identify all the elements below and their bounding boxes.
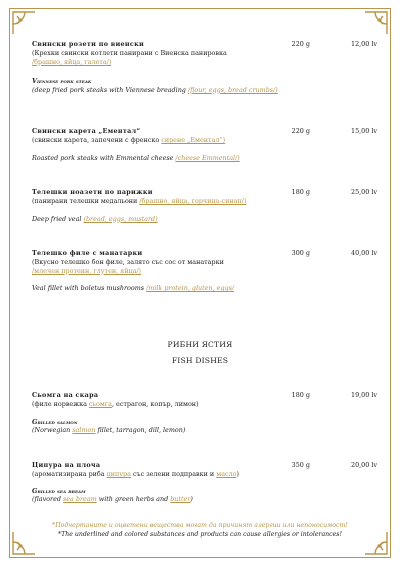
dish-description-en: Deep fried veal (bread, eggs, mustard) <box>32 214 158 223</box>
dish-price: 20,00 lv <box>351 461 377 469</box>
allergen-text: /flour, eggs, bread crumbs/) <box>187 85 278 94</box>
dish-weight: 350 g <box>291 461 310 469</box>
corner-ornament-icon <box>11 10 37 36</box>
allergen-text: сьомга <box>88 400 112 408</box>
allergen-text: (bread, eggs, mustard) <box>83 214 158 223</box>
dish-title: Свински карета „Ементал“ <box>32 127 141 135</box>
dish-title-en: Grilled salmon <box>32 417 78 426</box>
dish-title-en: Viennese pork steak <box>32 77 92 85</box>
dish-description-bg: (филе норвежка сьомга, естрагон, копър, лимон) <box>32 400 199 408</box>
dish-price: 40,00 lv <box>351 249 377 257</box>
dish-weight: 180 g <box>291 188 310 196</box>
dish-title: Телешко филе с манатарки <box>32 249 143 257</box>
menu-item-viennese-pork <box>32 40 377 94</box>
menu-item-grilled-salmon <box>32 391 377 435</box>
dish-title: Свински розети по виенски <box>32 40 145 48</box>
section-title-en: FISH DISHES <box>171 356 229 365</box>
dish-description-bg: (Вкусно телешко бон филе, залято със сос от манатарки /млечен протеин, глутен, яйца/) <box>32 258 224 275</box>
dish-description-bg: (Крехки свински котлети панирани с Виенска панировка /брашно, яйца, галета/) <box>32 49 227 66</box>
dish-description-en: (deep fried pork steaks with Viennese breading /flour, eggs, bread crumbs/) <box>32 85 278 94</box>
menu-item-veal-fillet <box>32 249 377 293</box>
dish-weight: 300 g <box>291 249 310 257</box>
dish-price: 25,00 lv <box>351 188 377 196</box>
menu-item-sea-bream <box>32 461 377 504</box>
allergen-text: ципура <box>106 470 131 478</box>
dish-title: Ципура на плоча <box>32 461 101 469</box>
dish-weight: 180 g <box>291 391 310 399</box>
allergen-text: /брашно, яйца, горчица-синап/) <box>139 197 247 205</box>
allergen-text: salmon <box>72 426 96 434</box>
dish-description-en: (Norwegian salmon fillet, tarragon, dill, lemon) <box>32 426 186 434</box>
dish-description-en: Veal fillet with boletus mushrooms /milk protein, gluten, eggs/ <box>32 284 235 292</box>
allergen-text: /cheese Emmental/) <box>175 153 240 162</box>
allergen-text: масло <box>216 470 237 478</box>
dish-title: Телешки ноазети по парижки <box>32 188 153 196</box>
dish-price: 12,00 lv <box>351 40 377 48</box>
allergen-notice-bg: *Подчертаните и оцветени вещества могат да причинят алергии или непоносимост! <box>52 522 348 529</box>
corner-ornament-icon <box>363 10 389 36</box>
dish-description-en: Roasted pork steaks with Emmental cheese /cheese Emmental/) <box>32 153 240 162</box>
allergen-text: butter <box>170 495 191 503</box>
allergen-text: /млечен протеин, глутен, яйца/) <box>32 266 142 275</box>
allergen-text: /milk protein, gluten, eggs/ <box>146 284 235 292</box>
section-title-bg: РИБНИ ЯСТИЯ <box>167 340 233 349</box>
dish-description-en: (flavored sea bream with green herbs and butter) <box>32 495 193 503</box>
allergen-text: /брашно, яйца, галета/) <box>32 57 112 66</box>
dish-title-en: Grilled sea bream <box>32 486 86 495</box>
dish-title: Сьомга на скара <box>32 391 99 399</box>
dish-price: 19,00 lv <box>351 391 377 399</box>
dish-description-bg: (панирани телешки медальони /брашно, яйца, горчица-синап/) <box>32 197 247 205</box>
dish-price: 15,00 lv <box>351 127 377 135</box>
allergen-text: сирене „Ементал“) <box>161 136 226 144</box>
dish-description-bg: (ароматизирана риба ципура със зелени подправки и масло) <box>32 470 240 478</box>
dish-weight: 220 g <box>291 40 310 48</box>
allergen-notice-en: *The underlined and colored substances and products can cause allergies or intolerances! <box>58 531 342 538</box>
dish-weight: 220 g <box>291 127 310 135</box>
allergen-notice <box>0 521 400 539</box>
menu-item-pork-emmental <box>32 127 377 162</box>
allergen-text: sea bream <box>62 495 97 503</box>
dish-description-bg: (свински карета, запечени с френско сирене „Ементал“) <box>32 136 226 144</box>
menu-item-veal-noisettes <box>32 188 377 223</box>
